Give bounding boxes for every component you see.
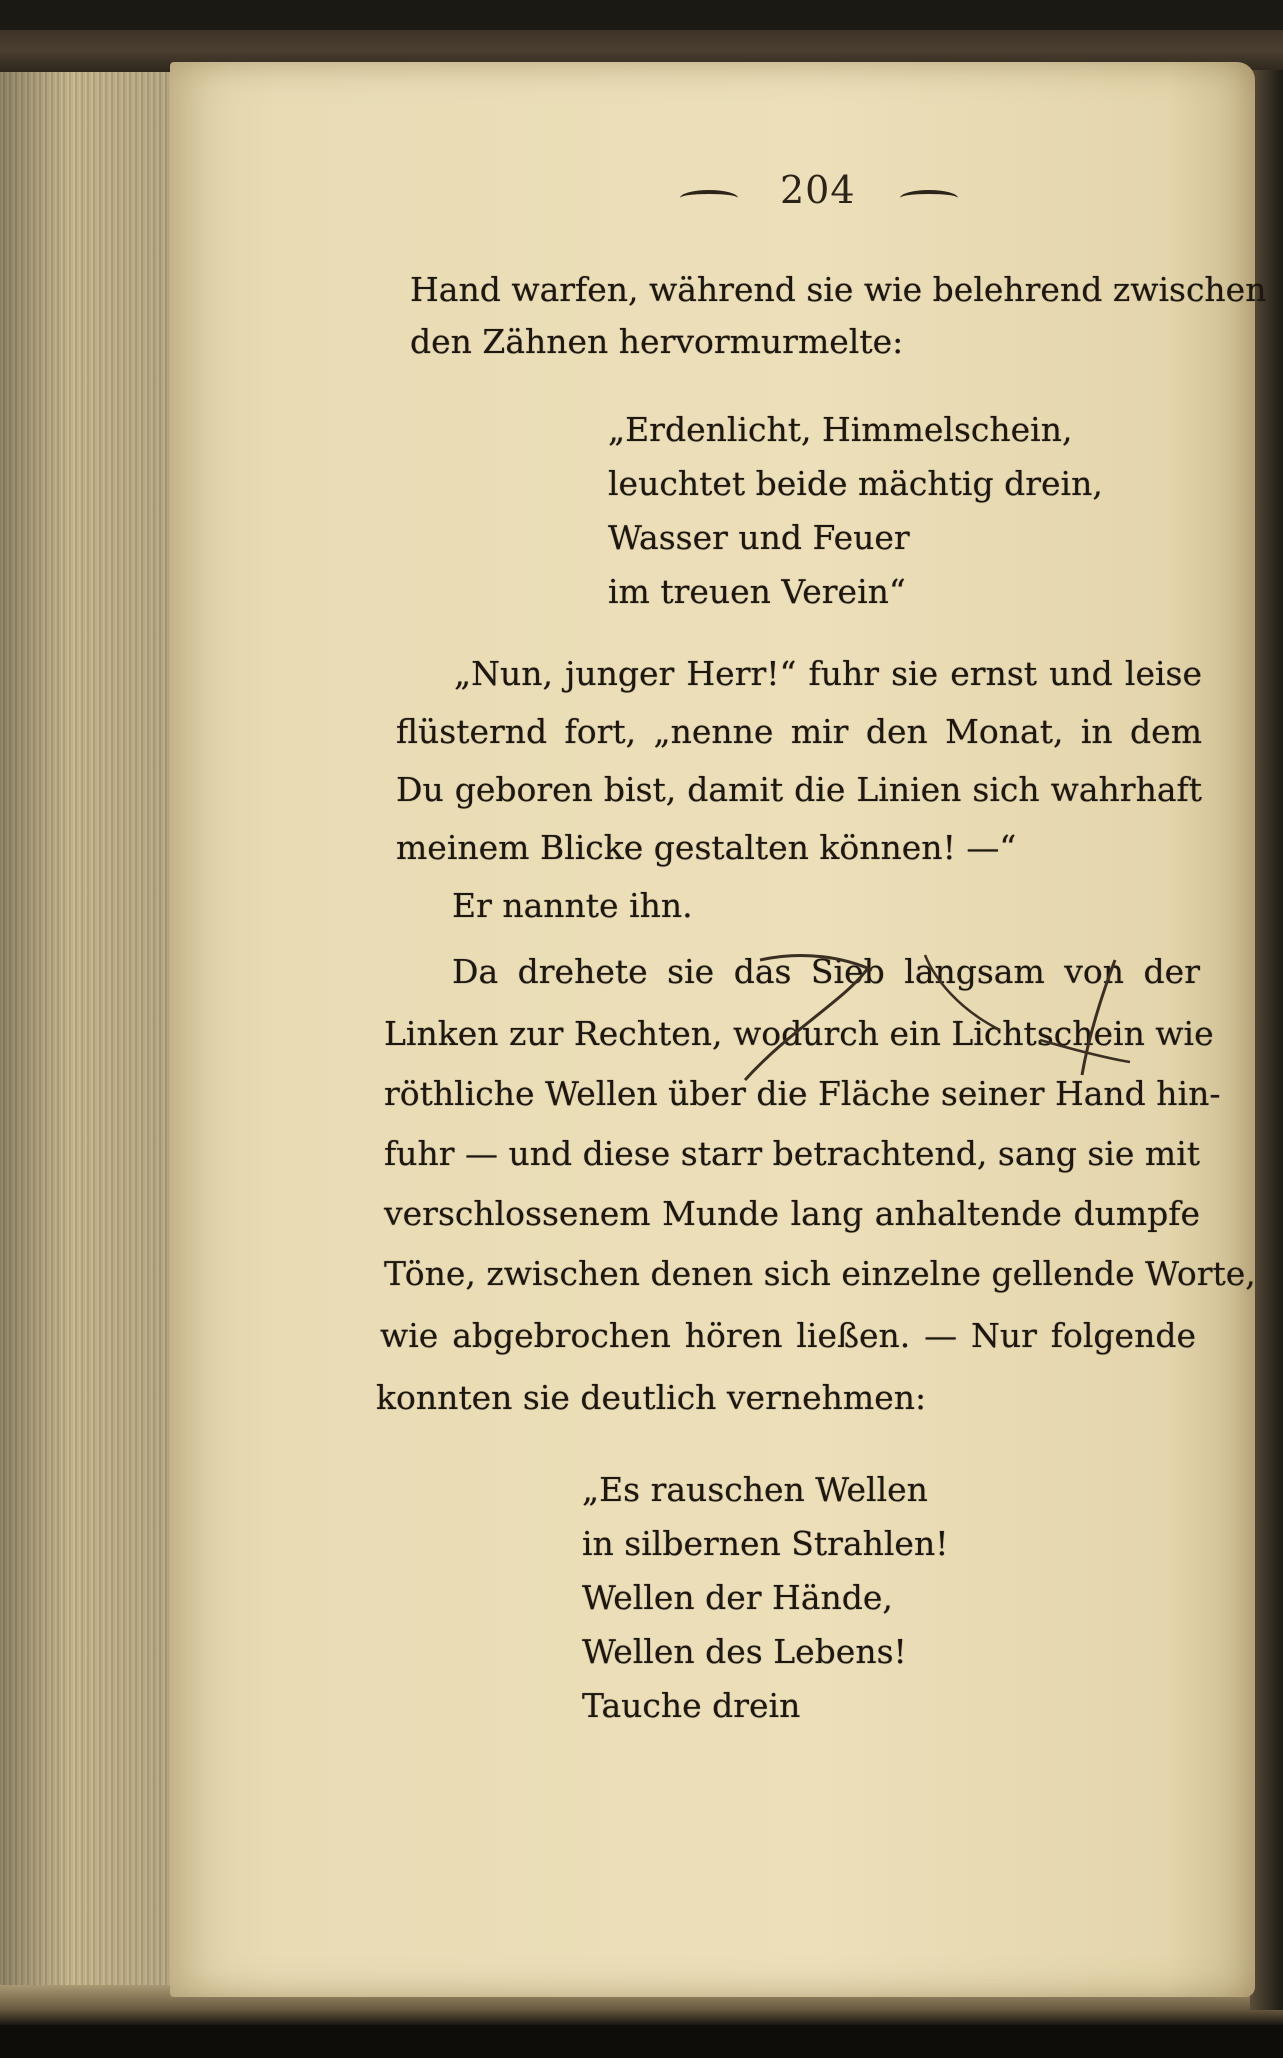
verse-line: Wasser und Feuer (608, 518, 910, 557)
verse-line: in silbernen Strahlen! (582, 1524, 949, 1563)
text-line: Hand warfen, während sie wie belehrend zwischen (410, 270, 1267, 309)
verse-line: „Erdenlicht, Himmelschein, (608, 410, 1073, 449)
verse-line: Tauche drein (582, 1686, 801, 1725)
text-line: den Zähnen hervormurmelte: (410, 322, 904, 361)
verse-line: Wellen des Lebens! (582, 1632, 907, 1671)
text-line: Töne, zwischen denen sich einzelne gellende Worte, (384, 1254, 1256, 1293)
text-line: verschlossenem Munde lang anhaltende dumpfe (384, 1194, 1200, 1233)
verse-line: leuchtet beide mächtig drein, (608, 464, 1103, 503)
text-line: röthliche Wellen über die Fläche seiner Hand hin- (384, 1074, 1221, 1113)
text-line: meinem Blicke gestalten können! —“ (396, 828, 1017, 867)
text-line: wie abgebrochen hören ließen. — Nur folgende (380, 1316, 1196, 1355)
verse-line: „Es rauschen Wellen (582, 1470, 928, 1509)
text-line: „Nun, junger Herr!“ fuhr sie ernst und leise (454, 654, 1202, 693)
text-line: Linken zur Rechten, wodurch ein Lichtschein wie (384, 1014, 1214, 1053)
text-line: flüsternd fort, „nenne mir den Monat, in dem (396, 712, 1202, 751)
text-line: Da drehete sie das Sieb langsam von der (452, 952, 1200, 991)
verse-line: Wellen der Hände, (582, 1578, 893, 1617)
text-line: konnten sie deutlich vernehmen: (376, 1378, 927, 1417)
verse-line: im treuen Verein“ (608, 572, 906, 611)
text-line: Er nannte ihn. (452, 886, 693, 925)
text-line: fuhr — und diese starr betrachtend, sang sie mit (384, 1134, 1201, 1173)
page-number: 204 (780, 168, 856, 212)
text-line: Du geboren bist, damit die Linien sich wahrhaft (396, 770, 1202, 809)
